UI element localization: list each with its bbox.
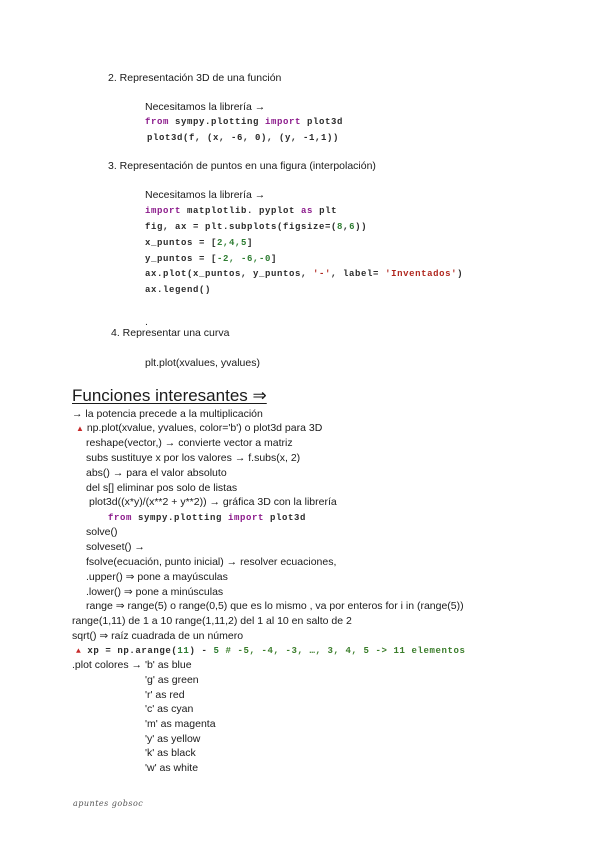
stray-dot: . (145, 316, 148, 328)
section-3-title: 3. Representación de puntos en una figura (interpolación) (108, 160, 376, 172)
keyword: from (108, 513, 133, 523)
color-item: 'c' as cyan (145, 703, 194, 715)
color-item: 'y' as yellow (145, 733, 201, 745)
section-4-title: 4. Representar una curva (111, 327, 230, 339)
color-item: 'k' as black (145, 747, 196, 759)
code-line-import-plot3d (145, 116, 343, 128)
note-text: np.plot(xvalue, yvalues, color='b') o plot3d para 3D (83, 422, 323, 434)
module: matplotlib. pyplot (181, 206, 302, 216)
note-np-plot (76, 422, 322, 435)
number: 8 (337, 222, 344, 232)
note-fsolve: fsolve(ecuación, punto inicial) → resolver ecuaciones, (86, 556, 337, 568)
section-4-code: plt.plot(xvalues, yvalues) (145, 357, 260, 369)
comment: # -5, -4, -3, …, 3, 4, 5 -> 11 elementos (219, 646, 466, 656)
note-sqrt: sqrt() ⇒ raíz cuadrada de un número (72, 630, 244, 642)
code-line-import-plot3d-2 (108, 512, 306, 524)
keyword: as (301, 206, 314, 216)
code-text: ) (457, 269, 464, 279)
note-plot3d: plot3d((x*y)/(x**2 + y**2)) → gráfica 3D con la librería (89, 496, 337, 508)
color-item: 'r' as red (145, 689, 185, 701)
code-text: xp = np.arange( (81, 646, 178, 656)
section-2-need-label: Necesitamos la librería → (145, 101, 266, 113)
note-plot-colores: .plot colores → 'b' as blue (72, 659, 192, 671)
code-text: , (343, 222, 350, 232)
module: sympy.plotting (132, 513, 229, 523)
code-line-y-puntos (145, 253, 277, 265)
color-item: 'm' as magenta (145, 718, 216, 730)
footer-note: apuntes gobsoc (73, 799, 144, 808)
code-text: , label= (331, 269, 386, 279)
code-text: y_puntos = [ (145, 254, 218, 264)
code-line-import-matplotlib (145, 205, 337, 217)
code-text: fig, ax = plt.subplots(figsize=( (145, 222, 338, 232)
string: 'Inventados' (385, 269, 458, 279)
color-item: 'g' as green (145, 674, 199, 686)
code-line-ax-legend: ax.legend() (145, 285, 212, 295)
note-solve: solve() (86, 526, 118, 538)
note-del: del s[] eliminar pos solo de listas (86, 482, 238, 494)
note-range-step: range(1,11) de 1 a 10 range(1,11,2) del 1 al 10 en salto de 2 (72, 615, 352, 627)
number: 2,4,5 (217, 238, 248, 248)
section-3-need-label: Necesitamos la librería → (145, 189, 266, 201)
section-2-title: 2. Representación 3D de una función (108, 72, 282, 84)
code-text: ] (247, 238, 254, 248)
code-line-ax-plot (145, 268, 463, 280)
name: plot3d (264, 513, 307, 523)
note-solveset: solveset() → (86, 541, 145, 553)
alias: plt (313, 206, 338, 216)
color-item: 'w' as white (145, 762, 199, 774)
note-upper: .upper() ⇒ pone a mayúsculas (86, 571, 228, 583)
code-text: ] (271, 254, 278, 264)
note-subs: subs sustituye x por los valores → f.subs(x, 2) (86, 452, 301, 464)
code-text: x_puntos = [ (145, 238, 218, 248)
number: 5 (213, 646, 220, 656)
code-line-x-puntos (145, 237, 253, 249)
code-line-plot3d-call: plot3d(f, (x, -6, 0), (y, -1,1)) (147, 133, 340, 143)
name: plot3d (301, 117, 344, 127)
warning-triangle-icon: ▲ (76, 647, 82, 656)
note-reshape: reshape(vector,) → convierte vector a matriz (86, 437, 293, 449)
number: 11 (177, 646, 190, 656)
note-abs: abs() → para el valor absoluto (86, 467, 227, 479)
keyword: import (265, 117, 302, 127)
code-line-subplots (145, 221, 367, 233)
warning-triangle-icon: ▲ (76, 424, 84, 433)
note-potencia: → la potencia precede a la multiplicación (72, 408, 263, 420)
note-range: range ⇒ range(5) o range(0,5) que es lo mismo , va por enteros for i in (range(5)) (86, 600, 464, 612)
module: sympy.plotting (169, 117, 266, 127)
number: 6 (349, 222, 356, 232)
note-lower: .lower() ⇒ pone a minúsculas (86, 586, 224, 598)
keyword: import (228, 513, 265, 523)
code-text: ax.plot(x_puntos, y_puntos, (145, 269, 314, 279)
keyword: from (145, 117, 170, 127)
funciones-heading: Funciones interesantes ⇒ (72, 386, 267, 405)
number: -2, -6,-0 (217, 254, 272, 264)
code-text: ) - (189, 646, 214, 656)
string: '-' (313, 269, 332, 279)
code-line-arange (76, 645, 466, 658)
code-text: )) (355, 222, 368, 232)
keyword: import (145, 206, 182, 216)
